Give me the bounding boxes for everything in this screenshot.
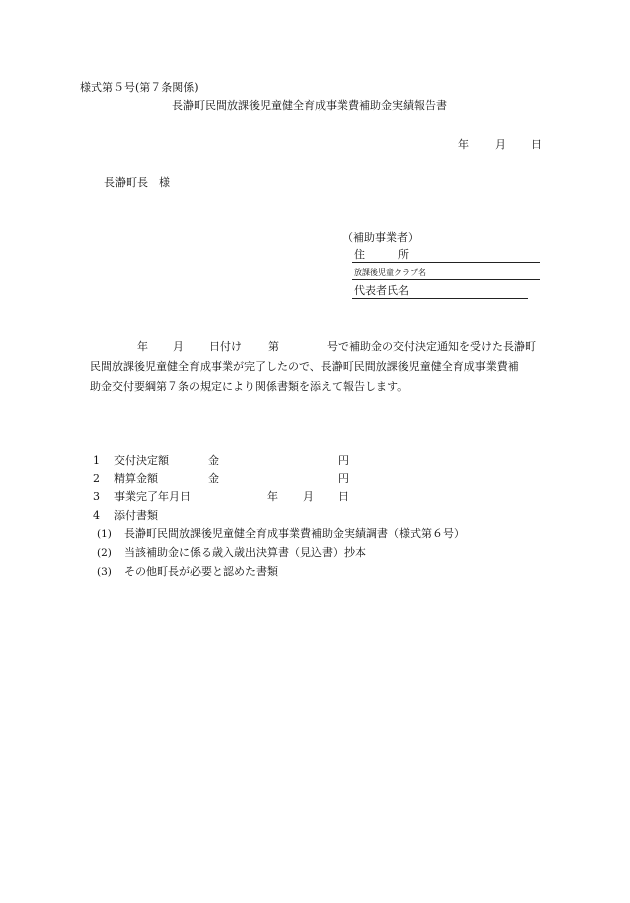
applicant-heading: （補助事業者） bbox=[342, 231, 419, 244]
body-month: 月 bbox=[173, 340, 184, 353]
date-year-label: 年 bbox=[458, 138, 469, 151]
date-month-label: 月 bbox=[495, 138, 506, 151]
club-name-label: 放課後児童クラブ名 bbox=[354, 268, 426, 277]
item-number: 3 bbox=[93, 490, 100, 503]
item-prefix: 金 bbox=[208, 454, 219, 467]
date-day-label: 日 bbox=[531, 138, 542, 151]
attachment-text: その他町長が必要と認めた書類 bbox=[124, 565, 278, 578]
item-unit: 円 bbox=[338, 472, 349, 485]
body-date-suffix: 日付け bbox=[209, 340, 242, 353]
item-year: 年 bbox=[267, 490, 278, 503]
item-label: 交付決定額 bbox=[114, 454, 169, 467]
item-number: 2 bbox=[93, 472, 100, 485]
attachment-number: (3) bbox=[97, 566, 112, 578]
address-label-1: 住 bbox=[354, 248, 365, 261]
form-number: 様式第５号(第７条関係) bbox=[80, 81, 199, 94]
body-number-prefix: 第 bbox=[268, 340, 279, 353]
body-line2: 民間放課後児童健全育成事業が完了したので、長瀞町民間放課後児童健全育成事業費補 bbox=[90, 360, 519, 373]
attachment-number: (1) bbox=[97, 528, 112, 540]
representative-label: 代表者氏名 bbox=[354, 284, 409, 297]
item-unit: 円 bbox=[338, 454, 349, 467]
item-month: 月 bbox=[303, 490, 314, 503]
body-year: 年 bbox=[137, 340, 148, 353]
item-prefix: 金 bbox=[208, 472, 219, 485]
attachment-text: 当該補助金に係る歳入歳出決算書（見込書）抄本 bbox=[124, 546, 366, 559]
attachment-text: 長瀞町民間放課後児童健全育成事業費補助金実績調書（様式第６号） bbox=[124, 527, 465, 540]
address-underline bbox=[352, 262, 540, 263]
item-day: 日 bbox=[338, 490, 349, 503]
item-label: 事業完了年月日 bbox=[114, 490, 191, 503]
representative-underline bbox=[352, 298, 528, 299]
document-title: 長瀞町民間放課後児童健全育成事業費補助金実績報告書 bbox=[172, 99, 447, 112]
body-line3: 助金交付要綱第７条の規定により関係書類を添えて報告します。 bbox=[90, 380, 409, 393]
item-number: 4 bbox=[93, 509, 100, 522]
attachment-number: (2) bbox=[97, 547, 112, 559]
item-number: 1 bbox=[93, 454, 100, 467]
addressee: 長瀞町長 様 bbox=[104, 176, 170, 189]
address-label-2: 所 bbox=[398, 248, 409, 261]
club-name-underline bbox=[352, 279, 540, 280]
item-label: 添付書類 bbox=[114, 509, 158, 522]
item-label: 精算金額 bbox=[114, 472, 158, 485]
body-line1-text: 号で補助金の交付決定通知を受けた長瀞町 bbox=[327, 340, 536, 353]
